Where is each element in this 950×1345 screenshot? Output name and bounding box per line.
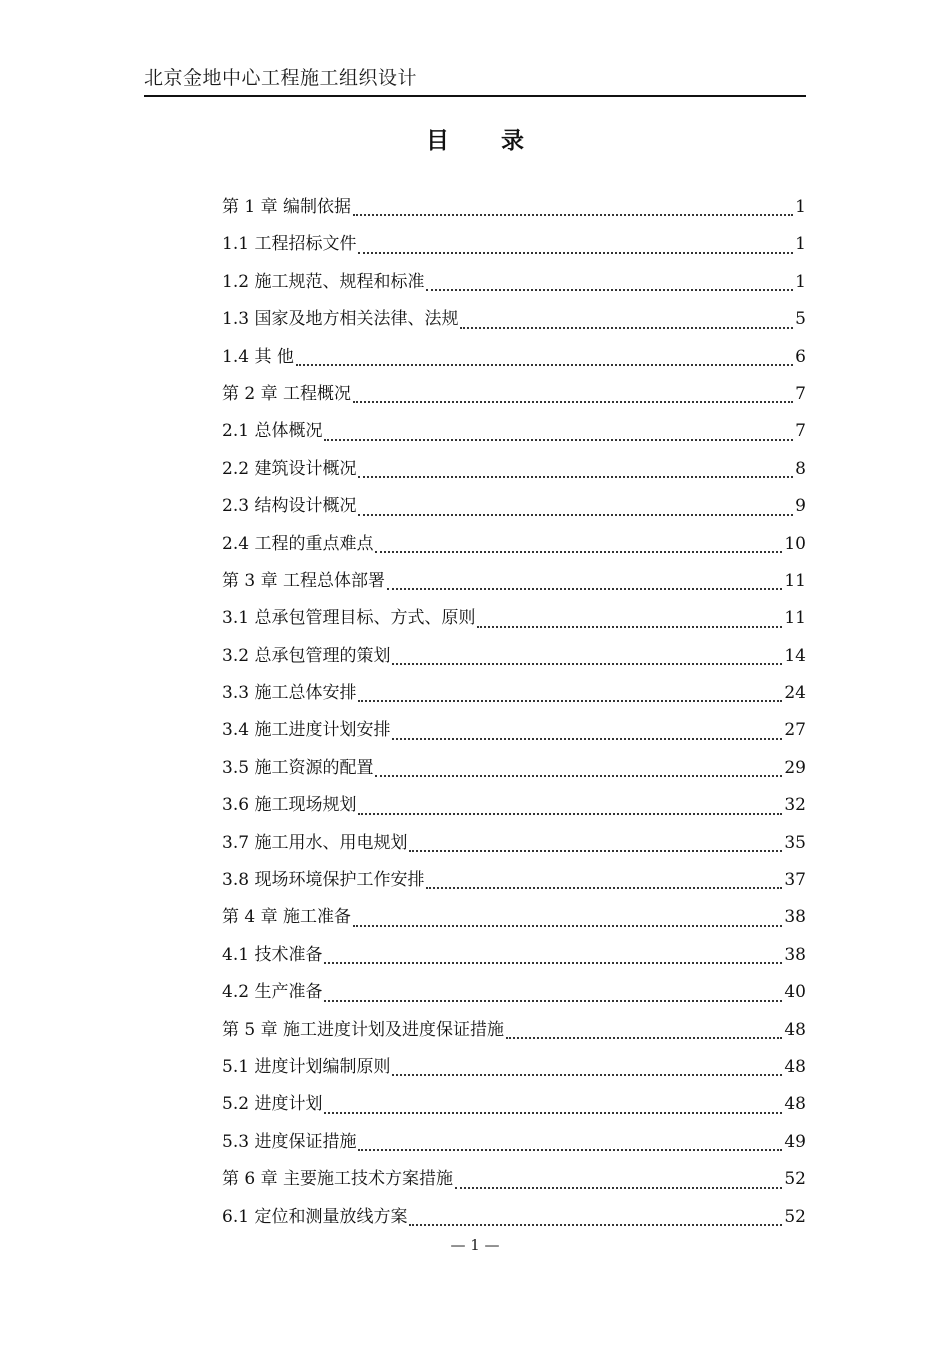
toc-dot-leader — [358, 451, 793, 488]
toc-entry-page-number: 9 — [795, 496, 806, 517]
toc-entry-page-number: 38 — [784, 944, 806, 965]
toc-entry[interactable] — [222, 862, 806, 899]
toc-dot-leader — [375, 750, 782, 787]
toc-entry[interactable] — [222, 825, 806, 862]
toc-entry-page-number: 27 — [784, 720, 806, 741]
toc-dot-leader — [358, 226, 793, 263]
toc-entry-page-number: 7 — [795, 383, 806, 404]
toc-dot-leader — [392, 638, 782, 675]
toc-dot-leader — [353, 189, 793, 226]
toc-entry[interactable] — [222, 226, 806, 263]
toc-dot-leader — [353, 376, 793, 413]
toc-entry-page-number: 49 — [784, 1131, 806, 1152]
toc-entry-page-number: 8 — [795, 458, 806, 479]
toc-dot-leader — [392, 712, 782, 749]
toc-entry[interactable] — [222, 600, 806, 637]
toc-entry-label: 第 1 章 编制依据 — [222, 196, 352, 217]
toc-dot-leader — [455, 1161, 782, 1198]
toc-entry[interactable] — [222, 1049, 806, 1086]
toc-entry[interactable] — [222, 974, 806, 1011]
page-number: — 1 — — [450, 1236, 500, 1254]
toc-dot-leader — [426, 264, 793, 301]
toc-dot-leader — [324, 974, 782, 1011]
toc-entry-label: 3.5 施工资源的配置 — [222, 757, 374, 778]
toc-entry-label: 5.3 进度保证措施 — [222, 1131, 357, 1152]
toc-entry-label: 1.2 施工规范、规程和标准 — [222, 271, 425, 292]
toc-entry-page-number: 7 — [795, 421, 806, 442]
toc-entry[interactable] — [222, 339, 806, 376]
toc-entry-label: 2.1 总体概况 — [222, 421, 323, 442]
toc-entry-label: 3.1 总承包管理目标、方式、原则 — [222, 608, 476, 629]
toc-entry[interactable] — [222, 787, 806, 824]
toc-entry-label: 6.1 定位和测量放线方案 — [222, 1206, 408, 1227]
toc-entry[interactable] — [222, 675, 806, 712]
toc-entry-label: 2.3 结构设计概况 — [222, 496, 357, 517]
toc-entry-label: 5.1 进度计划编制原则 — [222, 1056, 391, 1077]
toc-entry-label: 3.4 施工进度计划安排 — [222, 720, 391, 741]
toc-dot-leader — [409, 1199, 782, 1236]
toc-entry[interactable] — [222, 750, 806, 787]
toc-entry[interactable] — [222, 899, 806, 936]
toc-entry[interactable] — [222, 1124, 806, 1161]
toc-entry-label: 第 5 章 施工进度计划及进度保证措施 — [222, 1019, 505, 1040]
toc-entry-page-number: 5 — [795, 309, 806, 330]
toc-entry[interactable] — [222, 488, 806, 525]
toc-entry-label: 2.2 建筑设计概况 — [222, 458, 357, 479]
toc-entry-page-number: 11 — [784, 570, 806, 591]
toc-entry[interactable] — [222, 376, 806, 413]
toc-entry[interactable] — [222, 413, 806, 450]
toc-entry[interactable] — [222, 563, 806, 600]
toc-entry[interactable] — [222, 526, 806, 563]
toc-entry-label: 5.2 进度计划 — [222, 1094, 323, 1115]
toc-entry[interactable] — [222, 937, 806, 974]
toc-title — [0, 126, 950, 156]
toc-entry-page-number: 14 — [784, 645, 806, 666]
toc-entry-label: 3.3 施工总体安排 — [222, 683, 357, 704]
toc-dot-leader — [324, 413, 793, 450]
toc-entry-label: 2.4 工程的重点难点 — [222, 533, 374, 554]
toc-entry-label: 第 3 章 工程总体部署 — [222, 570, 386, 591]
toc-entry-label: 第 6 章 主要施工技术方案措施 — [222, 1169, 454, 1190]
toc-entry-page-number: 1 — [795, 196, 806, 217]
toc-entry-page-number: 29 — [784, 757, 806, 778]
toc-entry-label: 3.7 施工用水、用电规划 — [222, 832, 408, 853]
toc-entry-label: 3.6 施工现场规划 — [222, 795, 357, 816]
toc-entry[interactable] — [222, 189, 806, 226]
toc-dot-leader — [409, 825, 782, 862]
toc-entry-page-number: 11 — [784, 608, 806, 629]
toc-entry[interactable] — [222, 264, 806, 301]
toc-entry-page-number: 1 — [795, 234, 806, 255]
toc-entry-page-number: 1 — [795, 271, 806, 292]
toc-entry[interactable] — [222, 451, 806, 488]
toc-dot-leader — [477, 600, 782, 637]
toc-dot-leader — [392, 1049, 782, 1086]
toc-dot-leader — [426, 862, 782, 899]
toc-dot-leader — [324, 937, 782, 974]
toc-title-right: 录 — [501, 127, 524, 154]
toc-dot-leader — [358, 488, 793, 525]
toc-dot-leader — [324, 1086, 782, 1123]
toc-entry[interactable] — [222, 1199, 806, 1236]
toc-entry-page-number: 38 — [784, 907, 806, 928]
toc-entry[interactable] — [222, 1012, 806, 1049]
toc-entry-page-number: 52 — [784, 1169, 806, 1190]
toc-entry-page-number: 32 — [784, 795, 806, 816]
toc-entry[interactable] — [222, 1161, 806, 1198]
toc-entry[interactable] — [222, 301, 806, 338]
header-rule — [144, 95, 806, 97]
toc-entry-label: 1.3 国家及地方相关法律、法规 — [222, 309, 459, 330]
toc-entry[interactable] — [222, 638, 806, 675]
toc-entry[interactable] — [222, 712, 806, 749]
toc-dot-leader — [358, 675, 782, 712]
toc-title-left: 目 — [426, 127, 449, 154]
toc-entry-page-number: 24 — [784, 683, 806, 704]
toc-entry-page-number: 10 — [784, 533, 806, 554]
toc-entry-label: 4.2 生产准备 — [222, 982, 323, 1003]
toc-entry-label: 3.8 现场环境保护工作安排 — [222, 870, 425, 891]
toc-dot-leader — [460, 301, 793, 338]
toc-entry[interactable] — [222, 1086, 806, 1123]
toc-entry-page-number: 48 — [784, 1094, 806, 1115]
toc-entry-label: 第 4 章 施工准备 — [222, 907, 352, 928]
toc-dot-leader — [358, 1124, 782, 1161]
toc-entry-page-number: 37 — [784, 870, 806, 891]
toc-dot-leader — [387, 563, 782, 600]
toc-entry-label: 1.1 工程招标文件 — [222, 234, 357, 255]
toc-entry-page-number: 48 — [784, 1019, 806, 1040]
toc-list — [222, 189, 806, 1236]
toc-dot-leader — [506, 1012, 782, 1049]
toc-entry-label: 1.4 其 他 — [222, 346, 294, 367]
toc-entry-label: 第 2 章 工程概况 — [222, 383, 352, 404]
toc-entry-label: 3.2 总承包管理的策划 — [222, 645, 391, 666]
toc-entry-page-number: 48 — [784, 1056, 806, 1077]
toc-entry-label: 4.1 技术准备 — [222, 944, 323, 965]
toc-entry-page-number: 35 — [784, 832, 806, 853]
toc-dot-leader — [375, 526, 782, 563]
toc-dot-leader — [353, 899, 782, 936]
toc-dot-leader — [358, 787, 782, 824]
running-header: 北京金地中心工程施工组织设计 — [144, 67, 418, 89]
toc-entry-page-number: 40 — [784, 982, 806, 1003]
toc-entry-page-number: 6 — [795, 346, 806, 367]
toc-entry-page-number: 52 — [784, 1206, 806, 1227]
toc-dot-leader — [296, 339, 793, 376]
